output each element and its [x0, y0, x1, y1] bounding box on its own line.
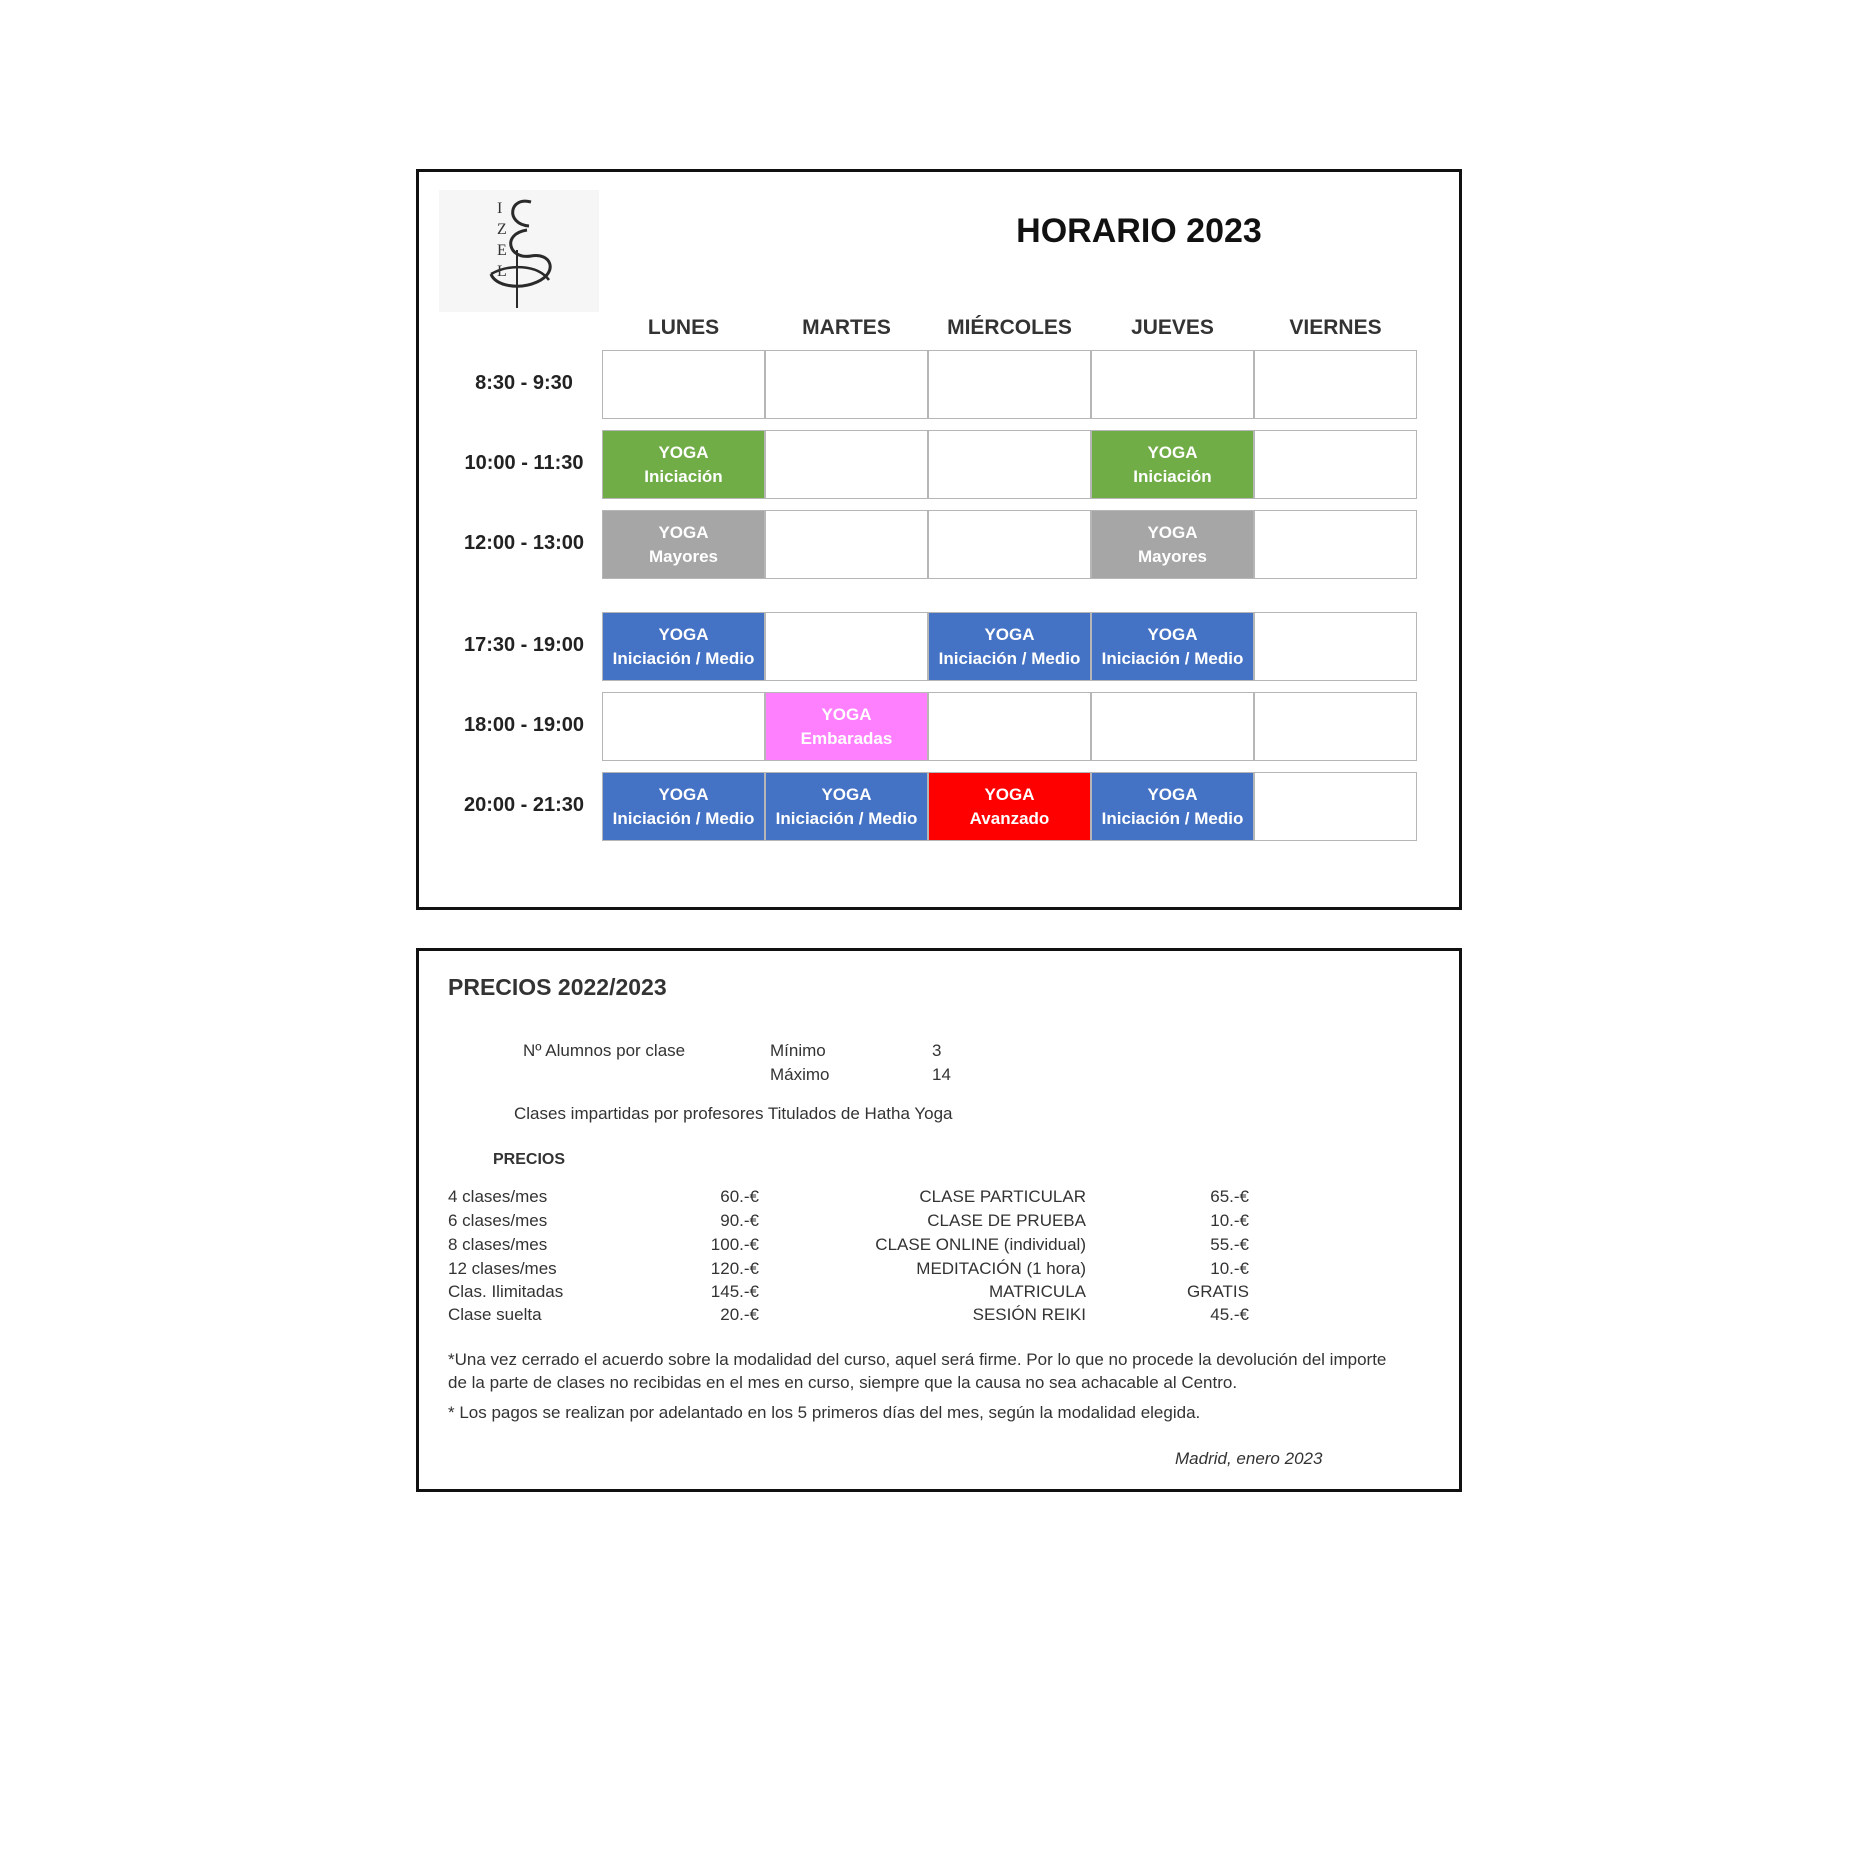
price-value: 60.-€ [720, 1187, 759, 1206]
empty-cell [1254, 692, 1417, 761]
logo-letter: E [497, 242, 507, 259]
logo-letter: I [497, 200, 503, 217]
logo-letter: L [497, 263, 507, 280]
class-level: Mayores [649, 546, 718, 566]
class-level: Iniciación / Medio [612, 808, 755, 828]
class-name: YOGA [1147, 442, 1198, 462]
day-header: VIERNES [1289, 316, 1382, 339]
teachers-note: Clases impartidas por profesores Titulados de Hatha Yoga [514, 1104, 953, 1123]
price-value: 145.-€ [710, 1282, 759, 1301]
price-label: 12 clases/mes [448, 1259, 557, 1278]
class-name: YOGA [658, 522, 709, 542]
empty-cell [1254, 430, 1417, 499]
day-header: MARTES [802, 316, 891, 339]
service-price: 55.-€ [1210, 1235, 1249, 1254]
class-level: Iniciación / Medio [1101, 808, 1244, 828]
service-price: 45.-€ [1210, 1305, 1249, 1324]
price-label: 6 clases/mes [448, 1211, 548, 1230]
time-slot-label: 20:00 - 21:30 [463, 794, 585, 816]
class-cell [1091, 612, 1254, 681]
class-cell [928, 612, 1091, 681]
class-name: YOGA [1147, 624, 1198, 644]
class-level: Embaradas [800, 728, 893, 748]
class-name: YOGA [658, 442, 709, 462]
precios-section [416, 948, 1462, 1492]
day-header: JUEVES [1131, 316, 1214, 339]
service-label: MATRICULA [989, 1282, 1086, 1301]
price-value: 20.-€ [720, 1305, 759, 1324]
empty-cell [1254, 510, 1417, 579]
class-name: YOGA [658, 784, 709, 804]
day-header: MIÉRCOLES [947, 316, 1072, 339]
service-label: CLASE PARTICULAR [919, 1187, 1086, 1206]
class-name: YOGA [821, 704, 872, 724]
service-price: 65.-€ [1210, 1187, 1249, 1206]
class-level: Iniciación [1133, 466, 1212, 486]
izel-logo [439, 190, 599, 312]
prices-subtitle: PRECIOS [493, 1151, 566, 1168]
prices-title: PRECIOS 2022/2023 [448, 974, 667, 1000]
class-cell [602, 430, 765, 499]
price-value: 90.-€ [720, 1211, 759, 1230]
empty-cell [765, 510, 928, 579]
service-price: 10.-€ [1210, 1259, 1249, 1278]
class-name: YOGA [658, 624, 709, 644]
empty-cell [765, 350, 928, 419]
class-cell [602, 772, 765, 841]
class-cell [1091, 772, 1254, 841]
service-label: CLASE ONLINE (individual) [875, 1235, 1086, 1254]
class-cell [602, 510, 765, 579]
class-name: YOGA [984, 784, 1035, 804]
class-cell [928, 772, 1091, 841]
class-cell [765, 692, 928, 761]
schedule-title: HORARIO 2023 [1016, 212, 1262, 250]
price-label: 8 clases/mes [448, 1235, 548, 1254]
time-slot-label: 18:00 - 19:00 [463, 714, 585, 736]
empty-cell [928, 692, 1091, 761]
empty-cell [1091, 350, 1254, 419]
time-slot-label: 12:00 - 13:00 [463, 532, 585, 554]
minimum-value: 3 [932, 1041, 942, 1060]
minimum-label: Mínimo [770, 1041, 826, 1060]
class-level: Iniciación / Medio [775, 808, 918, 828]
price-value: 120.-€ [710, 1259, 759, 1278]
empty-cell [1254, 772, 1417, 841]
empty-cell [928, 430, 1091, 499]
class-cell [1091, 510, 1254, 579]
service-price: 10.-€ [1210, 1211, 1249, 1230]
price-label: 4 clases/mes [448, 1187, 548, 1206]
price-value: 100.-€ [710, 1235, 759, 1254]
class-cell [602, 612, 765, 681]
class-level: Mayores [1138, 546, 1207, 566]
refund-note-line1: *Una vez cerrado el acuerdo sobre la modalidad del curso, aquel será firme. Por lo que no procede la devolución del importe [448, 1350, 1387, 1369]
lotus-figure-icon [439, 190, 599, 312]
time-slot-label: 8:30 - 9:30 [475, 372, 573, 394]
empty-cell [928, 510, 1091, 579]
empty-cell [765, 430, 928, 499]
price-label: Clase suelta [448, 1305, 542, 1324]
service-price: GRATIS [1186, 1282, 1249, 1301]
students-per-class-label: Nº Alumnos por clase [523, 1041, 686, 1060]
class-cell [765, 772, 928, 841]
empty-cell [1091, 692, 1254, 761]
service-label: MEDITACIÓN (1 hora) [916, 1259, 1086, 1278]
class-name: YOGA [1147, 522, 1198, 542]
time-slot-label: 17:30 - 19:00 [463, 634, 585, 656]
logo-letter: Z [497, 221, 507, 238]
class-level: Iniciación [644, 466, 723, 486]
service-label: SESIÓN REIKI [972, 1305, 1086, 1324]
horario-section [416, 169, 1462, 910]
day-header: LUNES [647, 316, 720, 339]
class-level: Iniciación / Medio [612, 648, 755, 668]
class-level: Iniciación / Medio [1101, 648, 1244, 668]
empty-cell [1254, 612, 1417, 681]
place-date-footer: Madrid, enero 2023 [1175, 1449, 1323, 1468]
price-label: Clas. Ilimitadas [448, 1282, 564, 1301]
class-level: Avanzado [969, 808, 1050, 828]
service-label: CLASE DE PRUEBA [927, 1211, 1086, 1230]
empty-cell [928, 350, 1091, 419]
empty-cell [1254, 350, 1417, 419]
empty-cell [765, 612, 928, 681]
class-name: YOGA [821, 784, 872, 804]
class-cell [1091, 430, 1254, 499]
class-name: YOGA [984, 624, 1035, 644]
class-name: YOGA [1147, 784, 1198, 804]
maximum-value: 14 [932, 1065, 951, 1084]
empty-cell [602, 692, 765, 761]
time-slot-label: 10:00 - 11:30 [464, 452, 584, 474]
maximum-label: Máximo [770, 1065, 830, 1084]
payment-note: * Los pagos se realizan por adelantado en los 5 primeros días del mes, según la modalidad elegida. [448, 1403, 1201, 1422]
refund-note-line2: de la parte de clases no recibidas en el mes en curso, siempre que la causa no sea achacable al Centro. [448, 1373, 1238, 1392]
empty-cell [602, 350, 765, 419]
class-level: Iniciación / Medio [938, 648, 1081, 668]
